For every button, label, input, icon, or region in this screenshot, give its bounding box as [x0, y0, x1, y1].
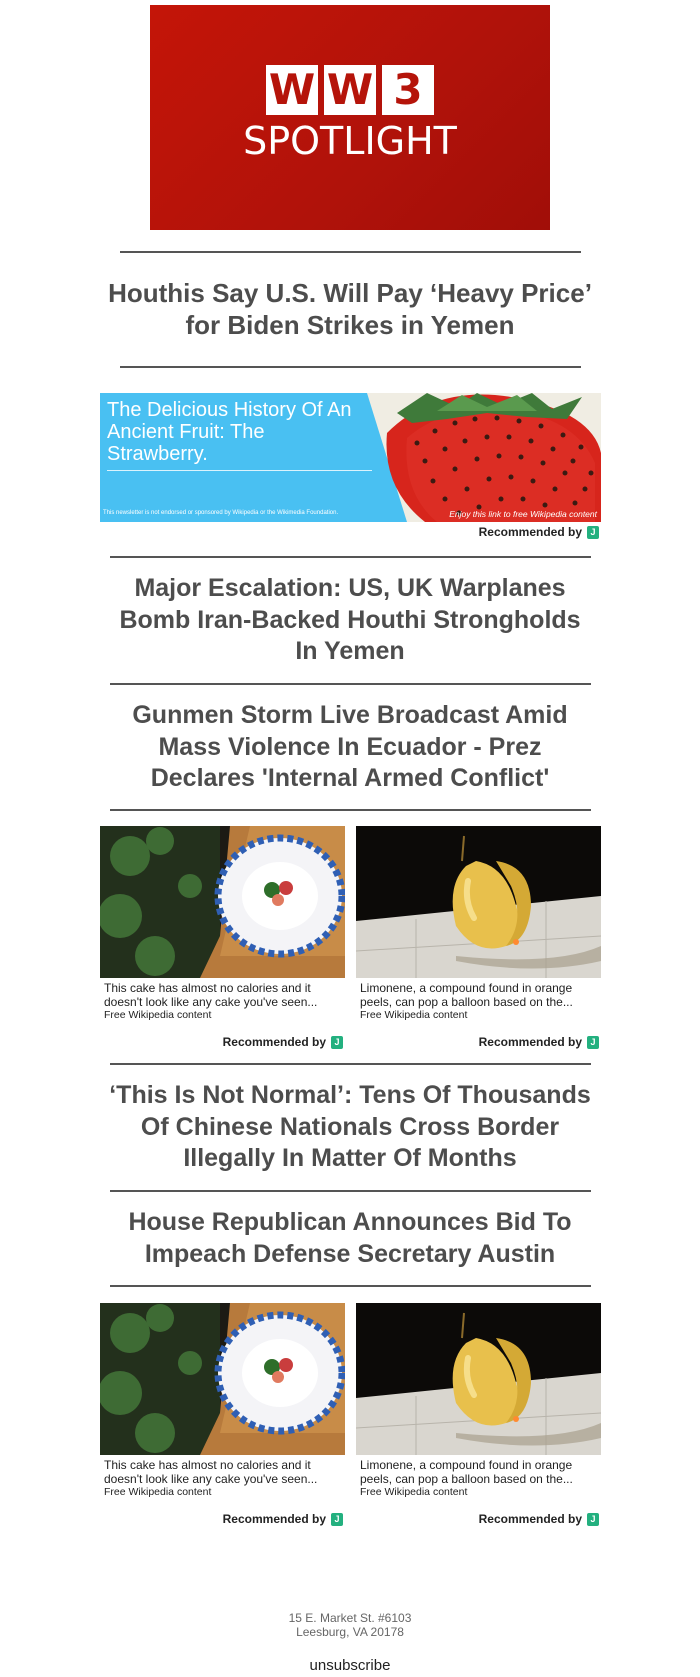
recommended-by-label[interactable] — [479, 525, 599, 539]
balloon-image — [356, 826, 601, 978]
strawberry-image — [367, 393, 601, 522]
recommended-by-label[interactable] — [479, 1035, 599, 1049]
divider — [120, 366, 581, 368]
cake-plate-image — [100, 1303, 345, 1455]
sponsored-ad-banner[interactable] — [100, 393, 601, 522]
divider — [110, 1190, 591, 1192]
logo-letter-boxes — [266, 65, 434, 115]
recommended-card[interactable] — [100, 826, 345, 1021]
jeeng-logo-icon: J — [587, 1513, 599, 1526]
card-headline: Limonene, a compound found in orange peels, can pop a balloon based on the... — [360, 981, 573, 1009]
logo-letter: 3 — [382, 65, 434, 115]
ww3-spotlight-logo[interactable] — [150, 5, 550, 230]
ad-title: The Delicious History Of An Ancient Fruit: The Strawberry. — [107, 399, 352, 465]
recommended-card[interactable] — [100, 1303, 345, 1498]
logo-letter: W — [266, 65, 318, 115]
footer-address-line: 15 E. Market St. #6103 — [288, 1611, 412, 1625]
recommended-by-text: Recommended by — [478, 525, 582, 539]
divider — [120, 251, 581, 253]
recommended-by-text: Recommended by — [478, 1035, 582, 1049]
balloon-image — [356, 1303, 601, 1455]
recommended-by-label[interactable] — [223, 1035, 343, 1049]
recommended-by-text: Recommended by — [478, 1512, 582, 1526]
divider — [110, 1063, 591, 1065]
headline-link[interactable]: Gunmen Storm Live Broadcast Amid Mass Violence In Ecuador - Prez Declares 'Internal Armed Conflict' — [132, 701, 568, 792]
ad-disclaimer: This newsletter is not endorsed or sponsored by Wikipedia or the Wikimedia Foundation. — [103, 510, 339, 516]
headline-link[interactable]: Houthis Say U.S. Will Pay ‘Heavy Price’ for Biden Strikes in Yemen — [108, 278, 592, 340]
jeeng-logo-icon: J — [587, 1036, 599, 1049]
cake-plate-image — [100, 826, 345, 978]
card-headline: Limonene, a compound found in orange peels, can pop a balloon based on the... — [360, 1458, 573, 1486]
logo-word: SPOTLIGHT — [243, 118, 457, 163]
recommended-card[interactable] — [356, 1303, 601, 1498]
footer-address-line: Leesburg, VA 20178 — [296, 1625, 404, 1639]
recommended-by-text: Recommended by — [222, 1512, 326, 1526]
card-source: Free Wikipedia content — [360, 1486, 468, 1498]
card-headline: This cake has almost no calories and it doesn't look like any cake you've seen... — [104, 1458, 318, 1486]
recommended-by-text: Recommended by — [222, 1035, 326, 1049]
divider — [110, 1285, 591, 1287]
jeeng-logo-icon: J — [331, 1036, 343, 1049]
recommended-card[interactable] — [356, 826, 601, 1021]
divider — [110, 683, 591, 685]
jeeng-logo-icon: J — [331, 1513, 343, 1526]
divider — [110, 556, 591, 558]
card-source: Free Wikipedia content — [104, 1009, 212, 1021]
ad-caption: Enjoy this link to free Wikipedia content — [449, 509, 597, 519]
card-source: Free Wikipedia content — [360, 1009, 468, 1021]
headline-link[interactable]: House Republican Announces Bid To Impeach Defense Secretary Austin — [128, 1208, 572, 1268]
headline-link[interactable]: Major Escalation: US, UK Warplanes Bomb Iran-Backed Houthi Strongholds In Yemen — [119, 574, 581, 665]
divider — [110, 809, 591, 811]
logo-letter: W — [324, 65, 376, 115]
unsubscribe-link[interactable]: unsubscribe — [309, 1657, 391, 1674]
recommended-by-label[interactable] — [479, 1512, 599, 1526]
jeeng-logo-icon: J — [587, 526, 599, 539]
ad-divider — [107, 470, 372, 471]
headline-link[interactable]: ‘This Is Not Normal’: Tens Of Thousands Of Chinese Nationals Cross Border Illegally In Matter Of Months — [109, 1081, 591, 1172]
recommended-by-label[interactable] — [223, 1512, 343, 1526]
card-source: Free Wikipedia content — [104, 1486, 212, 1498]
card-headline: This cake has almost no calories and it doesn't look like any cake you've seen... — [104, 981, 318, 1009]
